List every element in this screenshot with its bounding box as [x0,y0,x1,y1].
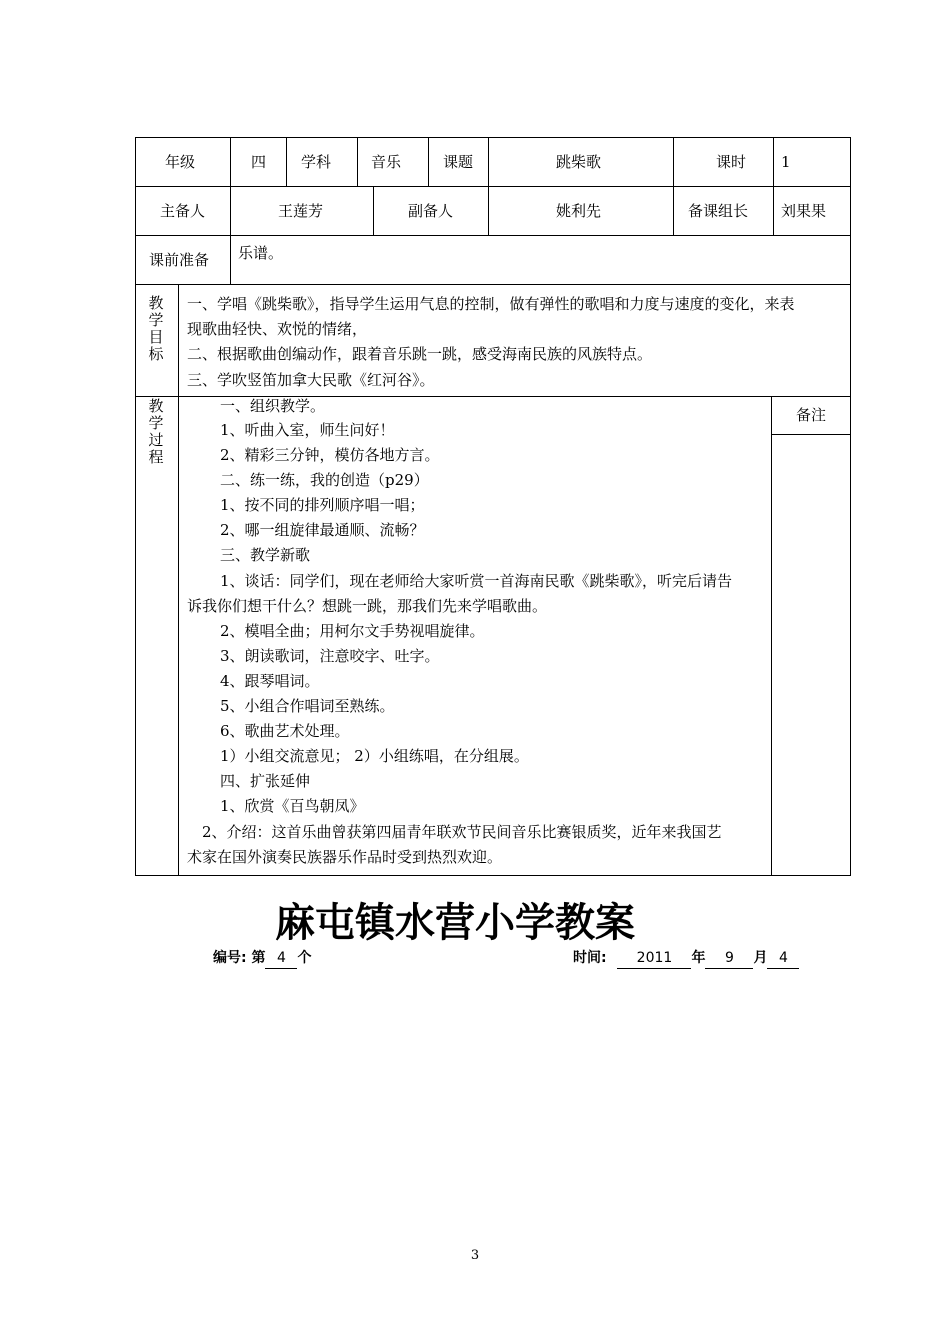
process-line: 术家在国外演奏民族器乐作品时受到热烈欢迎。 [187,848,503,866]
preparation-label: 课前准备 [149,251,210,269]
doc-date [573,948,799,969]
grade-label: 年级 [165,153,196,171]
objective-line: 二、根据歌曲创编动作，跟着音乐跳一跳，感受海南民族的风族特点。 [187,345,653,363]
process-line: 5、小组合作唱词至熟练。 [220,697,395,715]
process-label: 教学过程 [148,397,164,466]
process-line: 2、介绍：这首乐曲曾获第四届青年联欢节民间音乐比赛银质奖，近年来我国艺 [202,823,722,841]
number-unit: 个 [297,950,312,966]
deputy-preparer-value: 姚利先 [556,202,602,220]
topic-label: 课题 [443,153,474,171]
month-value: 9 [705,948,753,969]
objective-line: 现歌曲轻快、欢悦的情绪， [187,320,368,338]
hours-value: 1 [781,153,791,171]
process-line: 2、精彩三分钟，模仿各地方言。 [220,446,440,464]
objective-line: 三、学吹竖笛加拿大民歌《红河谷》。 [187,371,435,389]
grade-value: 四 [251,153,267,171]
subject-value: 音乐 [371,153,402,171]
objective-line: 一、学唱《跳柴歌》，指导学生运用气息的控制，做有弹性的歌唱和力度与速度的变化，来表 [187,295,795,313]
process-line: 4、跟琴唱词。 [220,672,320,690]
process-line: 1、按不同的排列顺序唱一唱； [220,496,425,514]
number-label: 编号: 第 [213,950,266,966]
process-line: 三、教学新歌 [220,546,311,564]
notes-label: 备注 [796,406,827,424]
preparation-value: 乐谱。 [238,244,284,262]
process-line: 1、谈话：同学们，现在老师给大家听赏一首海南民歌《跳柴歌》，听完后请告 [220,572,733,590]
process-line: 二、练一练，我的创造（p29） [220,471,429,489]
time-label: 时间: [573,950,607,966]
main-preparer-label: 主备人 [160,202,206,220]
subject-label: 学科 [301,153,332,171]
process-line: 6、歌曲艺术处理。 [220,722,350,740]
hours-label: 课时 [716,153,747,171]
number-value: 4 [265,948,297,969]
group-leader-label: 备课组长 [688,202,749,220]
year-unit: 年 [691,950,706,966]
process-line: 1）小组交流意见； 2）小组练唱，在分组展。 [220,747,529,765]
process-line: 四、扩张延伸 [220,772,311,790]
topic-value: 跳柴歌 [556,153,602,171]
group-leader-value: 刘果果 [781,202,827,220]
page-number: 3 [470,1248,480,1263]
process-line: 一、组织教学。 [220,397,326,415]
process-line: 2、哪一组旋律最通顺、流畅？ [220,521,425,539]
year-value: 2011 [617,948,691,969]
main-preparer-value: 王莲芳 [278,202,324,220]
doc-number [213,948,311,969]
process-line: 3、朗读歌词，注意咬字、吐字。 [220,647,440,665]
month-unit: 月 [753,950,768,966]
day-value: 4 [767,948,799,969]
school-title: 麻屯镇水营小学教案 [275,900,635,946]
process-line: 2、模唱全曲；用柯尔文手势视唱旋律。 [220,622,485,640]
deputy-preparer-label: 副备人 [408,202,454,220]
objectives-label: 教学目标 [148,294,164,363]
process-line: 1、欣赏《百鸟朝凤》 [220,797,365,815]
process-line: 诉我你们想干什么？想跳一跳，那我们先来学唱歌曲。 [187,597,548,615]
process-line: 1、听曲入室，师生问好！ [220,421,395,439]
